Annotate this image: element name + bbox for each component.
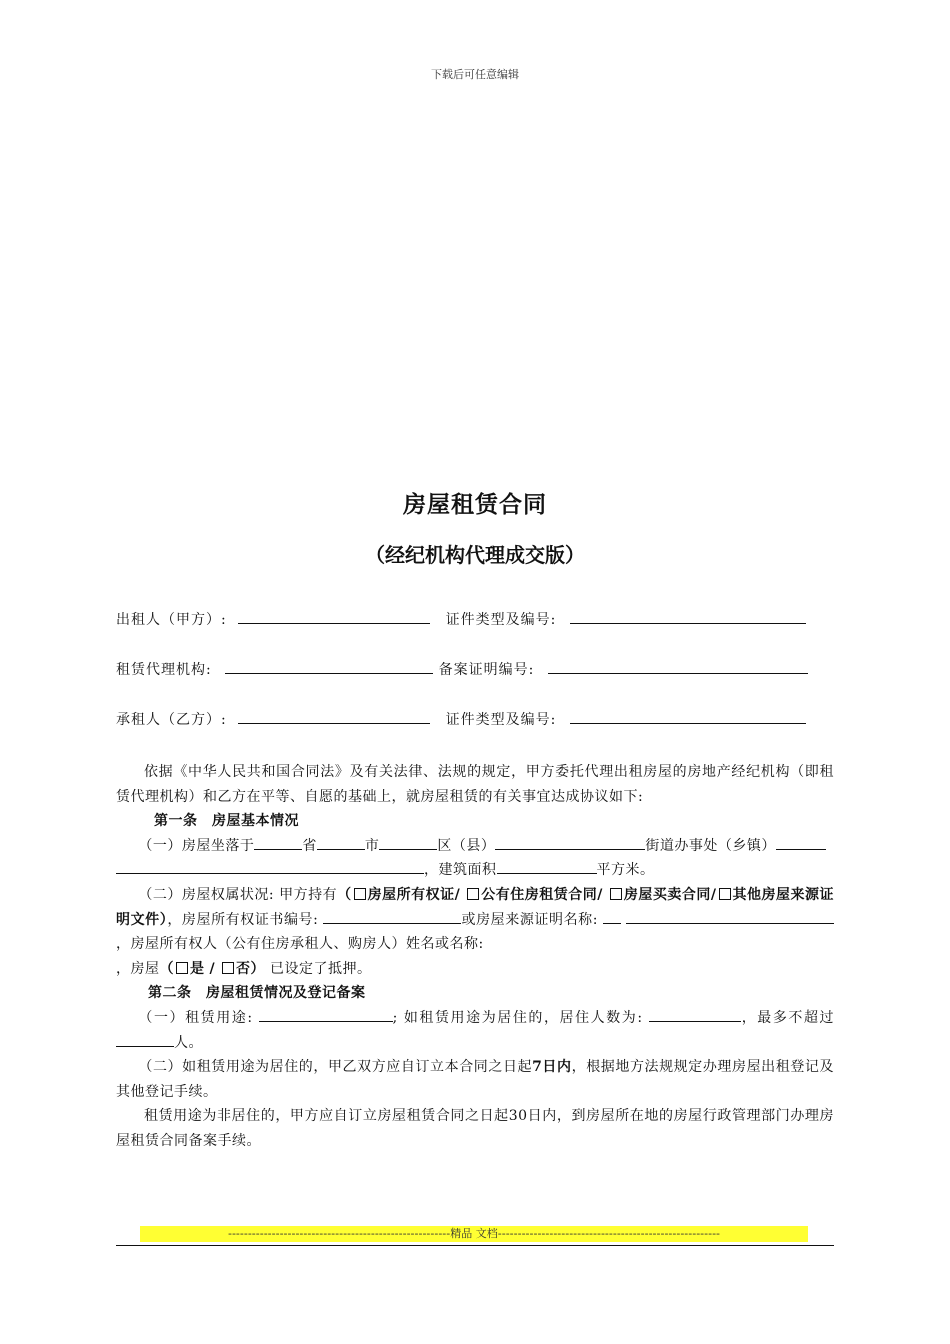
doc-open: （ [337,886,352,903]
doc-other: 其他房屋来源证明文件） [116,886,835,928]
doc-ownership-cert: 房屋所有权证/ [367,886,461,903]
article-2-item-3: 租赁用途为非居住的，甲方应自订立房屋租赁合同之日起30日内，到房屋所在地的房屋行政管理部门办理房屋租赁合同备案手续。 [116,1108,834,1149]
town-blank[interactable] [776,835,826,850]
agency-row [116,659,836,679]
checkbox-other-doc[interactable] [719,888,731,900]
city-label: 市 [364,837,380,854]
lessee-label: 承租人（乙方）: [116,712,227,728]
agency-blank[interactable] [225,659,433,674]
document-subtitle: （经纪机构代理成交版） [365,543,585,567]
lessor-row [116,609,836,629]
area-unit: 平方米。 [596,862,655,879]
preamble: 依据《中华人民共和国合同法》及有关法律、法规的规定，甲方委托代理出租房屋的房地产经纪机构（即租赁代理机构）和乙方在平等、自愿的基础上，就房屋租赁的有关事宜达成协议如下: [116,764,834,805]
area-blank[interactable] [497,859,597,874]
source-blank-2[interactable] [626,909,834,924]
usage-label: （一）租赁用途: [138,1009,253,1026]
owner-label: ，房屋所有权人（公有住房承租人、购房人）姓名或名称: [116,936,484,953]
footer-dashes-left: -------------------------------------------------------- [227,1227,451,1240]
footer-rule [116,1245,834,1246]
lessee-id-blank[interactable] [570,709,806,724]
contract-body [116,760,834,1154]
district-label: 区（县） [437,837,496,854]
district-blank[interactable] [379,835,437,850]
article-1-item-1 [116,834,834,883]
footer-bar [140,1226,808,1242]
street-label: 街道办事处（乡镇） [645,837,776,854]
article-1-item-2: （二）房屋权属状况: 甲方持有（ 房屋所有权证/ 公有住房租赁合同/ 房屋买卖合同/ 其他房屋来源证明文件），房屋所有权证书编号: 或房屋来源证明名称: ，房屋所有权人（公有住房承租人、购房人）姓名或名称: ，房屋（ 是 / 否） 已设定了抵押。 [116,886,835,977]
cert-no-blank[interactable] [323,909,461,924]
checkbox-public-lease[interactable] [467,888,479,900]
residents-blank[interactable] [649,1007,741,1022]
footer-dashes-right: -------------------------------------------------------- [497,1227,721,1240]
no-label: 否） [236,960,266,977]
lessee-blank[interactable] [238,709,430,724]
max-blank[interactable] [116,1032,174,1047]
document-title: 房屋租赁合同 [403,491,547,518]
lessor-label: 出租人（甲方）: [116,612,227,628]
source-blank[interactable] [603,909,621,924]
checkbox-yes[interactable] [176,962,188,974]
lessor-id-label: 证件类型及编号: [445,612,557,628]
usage-blank[interactable] [259,1007,393,1022]
agency-label: 租赁代理机构: [116,662,212,678]
record-label: 备案证明编号: [438,662,535,678]
doc-public-lease: 公有住房租赁合同/ [481,886,603,903]
location-prefix: （一）房屋坐落于 [138,837,255,854]
registration-suffix: ，根据地方法规规定办理房屋出租登记及其他登记手续。 [116,1059,835,1100]
ownership-prefix: （二）房屋权属状况: 甲方持有 [138,886,338,903]
record-blank[interactable] [548,659,808,674]
address-blank[interactable] [116,859,424,874]
house-label: ，房屋 [116,960,160,977]
registration-prefix: （二）如租赁用途为居住的，甲乙双方应自订立本合同之日起 [138,1059,533,1076]
lessor-blank[interactable] [238,609,430,624]
max-label: ，最多不超过 [740,1009,835,1026]
registration-days: 7日内 [532,1059,572,1076]
article-2-item-1 [116,1006,834,1055]
person-label: 人。 [174,1034,203,1051]
lessee-row [116,709,836,729]
street-blank[interactable] [495,835,645,850]
city-blank[interactable] [317,835,365,850]
article-2-heading: 第二条 房屋租赁情况及登记备案 [148,985,366,1002]
cert-no-label: ，房屋所有权证书编号: [167,911,319,928]
slash: / [209,960,216,977]
mortgage-label: 已设定了抵押。 [269,960,372,977]
footer-label: 精品 文档 [450,1227,498,1240]
area-label: ，建筑面积 [424,862,497,879]
lessee-id-label: 证件类型及编号: [445,712,557,728]
checkbox-no[interactable] [222,962,234,974]
source-label: 或房屋来源证明名称: [461,911,598,928]
province-blank[interactable] [254,835,302,850]
yes-label: 是 [190,960,205,977]
checkbox-purchase-contract[interactable] [610,888,622,900]
province-label: 省 [302,837,317,854]
checkbox-ownership-cert[interactable] [354,888,366,900]
lessor-id-blank[interactable] [570,609,806,624]
doc-purchase-contract: 房屋买卖合同/ [623,886,717,903]
article-1-heading: 第一条 房屋基本情况 [154,813,299,830]
article-2-item-2 [116,1055,834,1104]
header-note: 下载后可任意编辑 [431,68,519,81]
residence-label: ; 如租赁用途为居住的，居住人数为: [392,1009,643,1026]
